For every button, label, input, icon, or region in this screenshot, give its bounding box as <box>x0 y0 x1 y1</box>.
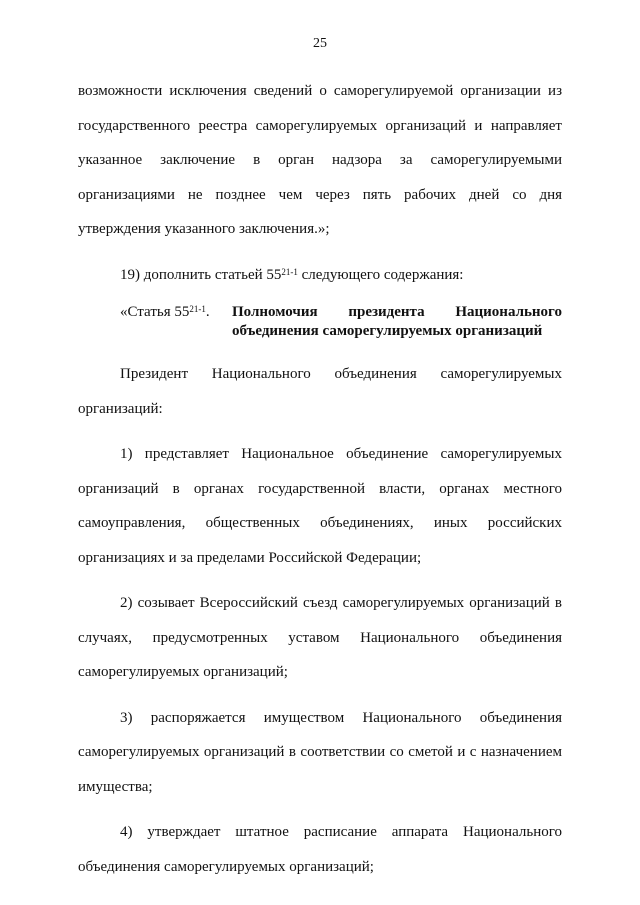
article-number-superscript: 21-1 <box>281 266 298 277</box>
article-heading <box>120 303 562 341</box>
article-label-superscript: 21-1 <box>189 304 206 314</box>
article-title: Полномочия президента Национального объединения саморегулируемых организаций <box>232 304 562 339</box>
article-label-period: . <box>205 304 210 320</box>
paragraph-item-1: 1) представляет Национальное объединение саморегулируемых организаций в органах государственной власти, органах местного самоуправления, общественных объединениях, иных российских организациях и за пределами Российской Федерации; <box>78 446 562 566</box>
paragraph-continuation: возможности исключения сведений о саморегулируемой организации из государственного реестра саморегулируемых организаций и направляет указанное заключение в орган надзора за саморегулируемыми организациями не позднее чем через пять рабочих дней со дня утверждения указанного заключения.»; <box>78 83 562 237</box>
amendment-text-end: следующего содержания: <box>297 266 464 283</box>
article-label-text: «Статья 55 <box>120 304 190 320</box>
paragraph-amendment-19 <box>78 258 562 293</box>
paragraph-item-4: 4) утверждает штатное расписание аппарата Национального объединения саморегулируемых организаций; <box>78 824 562 875</box>
document-body <box>78 74 562 895</box>
paragraph-item-3: 3) распоряжается имуществом Национального объединения саморегулируемых организаций в соответствии со сметой и с назначением имущества; <box>78 709 562 795</box>
article-label <box>120 303 232 341</box>
paragraph-president-powers-intro: Президент Национального объединения саморегулируемых организаций: <box>78 366 562 417</box>
paragraph-item-2: 2) созывает Всероссийский съезд саморегулируемых организаций в случаях, предусмотренных уставом Национального объединения саморегулируемых организаций; <box>78 595 562 680</box>
amendment-text: 19) дополнить статьей 55 <box>120 266 282 283</box>
page-number: 25 <box>313 36 327 51</box>
